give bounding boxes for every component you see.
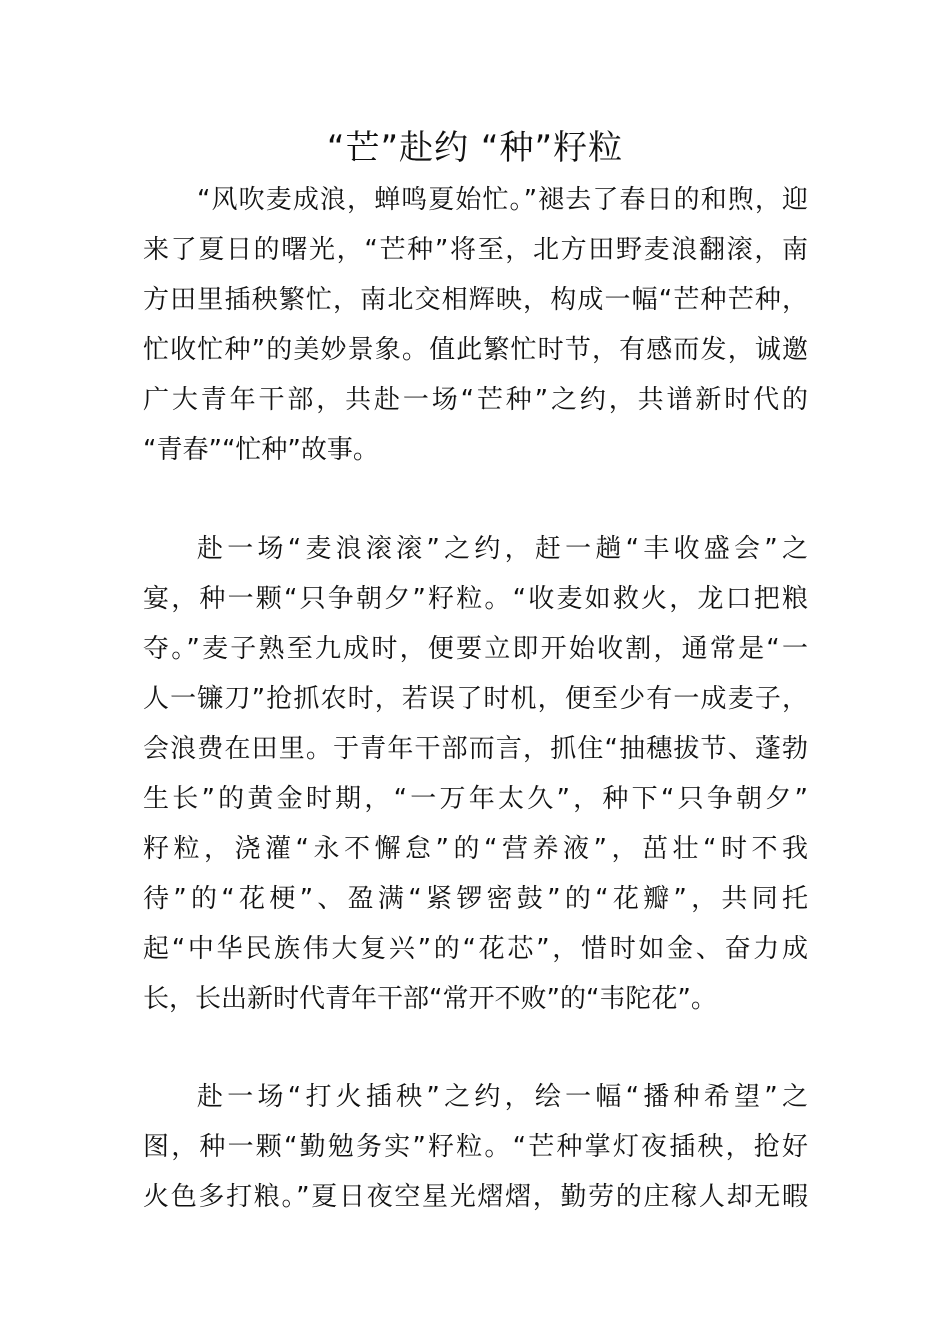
- paragraph-2-line-2: 宴，种一颗“只争朝夕”籽粒。“收麦如救火，龙口把粮: [143, 584, 808, 614]
- paragraph-2-line-5: 会浪费在田里。于青年干部而言，抓住“抽穗拔节、蓬勃: [143, 734, 808, 764]
- document-title: “芒”赴约 “种”籽粒: [326, 128, 624, 168]
- paragraph-3-line-2: 图，种一颗“勤勉务实”籽粒。“芒种掌灯夜插秧，抢好: [143, 1132, 808, 1162]
- paragraph-2-line-4: 人一镰刀”抢抓农时，若误了时机，便至少有一成麦子，: [143, 684, 808, 714]
- paragraph-3-line-1: 赴一场“打火插秧”之约，绘一幅“播种希望”之: [197, 1082, 808, 1112]
- paragraph-1-line-3: 方田里插秧繁忙，南北交相辉映，构成一幅“芒种芒种，: [143, 285, 808, 315]
- paragraph-2-line-1: 赴一场“麦浪滚滚”之约，赶一趟“丰收盛会”之: [197, 534, 808, 564]
- paragraph-2-line-10: 长，长出新时代青年干部“常开不败”的“韦陀花”。: [143, 984, 717, 1014]
- paragraph-2-line-3: 夺。”麦子熟至九成时，便要立即开始收割，通常是“一: [143, 634, 808, 664]
- paragraph-1-line-5: 广大青年干部，共赴一场“芒种”之约，共谱新时代的: [143, 385, 808, 415]
- paragraph-2-line-9: 起“中华民族伟大复兴”的“花芯”，惜时如金、奋力成: [143, 934, 808, 964]
- paragraph-1-line-6: “青春”“忙种”故事。: [143, 435, 379, 465]
- paragraph-1-line-2: 来了夏日的曙光，“芒种”将至，北方田野麦浪翻滚，南: [143, 235, 808, 265]
- paragraph-2-line-8: 待”的“花梗”、盈满“紧锣密鼓”的“花瓣”，共同托: [143, 884, 808, 914]
- paragraph-1-line-1: “风吹麦成浪，蝉鸣夏始忙。”褪去了春日的和煦，迎: [197, 185, 808, 215]
- paragraph-2-line-7: 籽粒，浇灌“永不懈怠”的“营养液”，茁壮“时不我: [143, 834, 808, 864]
- paragraph-1-line-4: 忙收忙种”的美妙景象。值此繁忙时节，有感而发，诚邀: [143, 335, 808, 365]
- paragraph-3-line-3: 火色多打粮。”夏日夜空星光熠熠，勤劳的庄稼人却无暇: [143, 1182, 808, 1212]
- paragraph-2-line-6: 生长”的黄金时期，“一万年太久”，种下“只争朝夕”: [143, 784, 808, 814]
